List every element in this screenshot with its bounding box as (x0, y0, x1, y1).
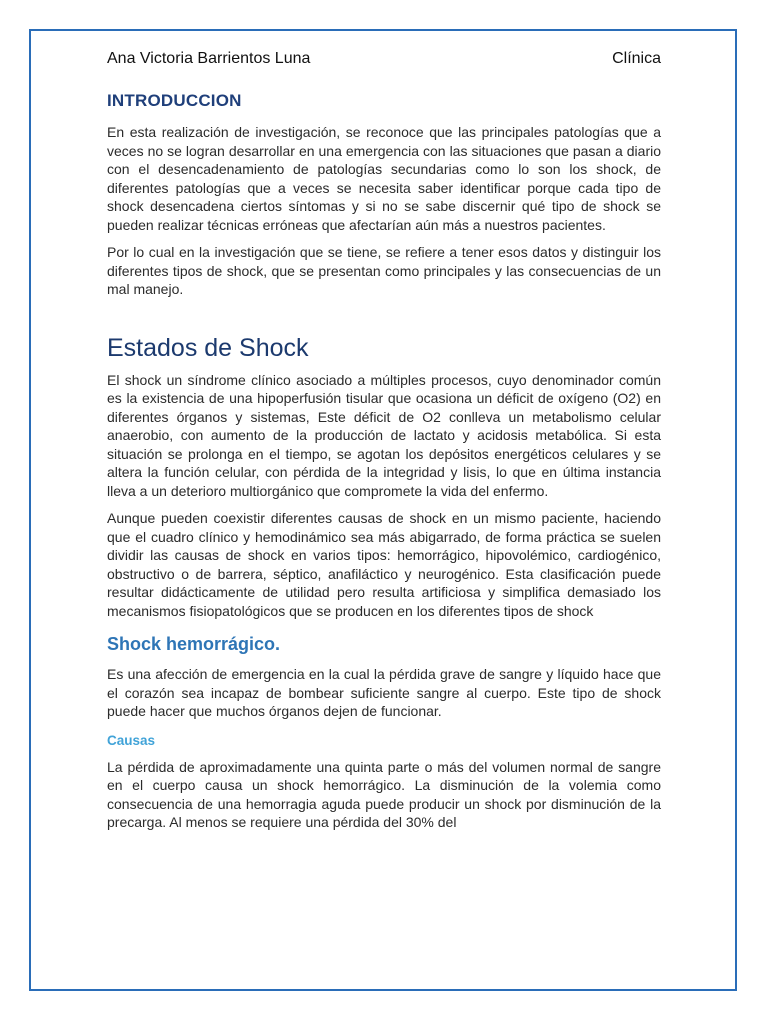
subject-label: Clínica (612, 50, 661, 67)
document-content (107, 47, 661, 841)
shock-paragraph-2: Aunque pueden coexistir diferentes causas de shock en un mismo paciente, haciendo que el cuadro clínico y hemodinámico sea más abigarrado, de forma práctica se suelen dividir las causas de shock en varios tipos: hemorrágico, hipovolémico, cardiogénico, obstructivo o de barrera, séptico, anafiláctico y neurogénico. Esta clasificación puede resultar didácticamente de utilidad pero resulta artificiosa y simplifica demasiado los mecanismos fisiopatológicos que se producen en los diferentes tipos de shock (107, 510, 661, 619)
document-header (107, 47, 661, 71)
causes-paragraph: La pérdida de aproximadamente una quinta parte o más del volumen normal de sangre en el cuerpo causa un shock hemorrágico. La disminución de la volemia como consecuencia de una hemorragia aguda puede producir un shock por disminución de la precarga. Al menos se requiere una pérdida del 30% del (107, 758, 661, 830)
intro-heading: INTRODUCCION (107, 91, 242, 110)
intro-paragraph-1: En esta realización de investigación, se reconoce que las principales patologías que a veces no se logran desarrollar en una emergencia con las situaciones que pasan a diario con el desencadenamiento de patologías secundarias como lo son los shock, de diferentes patologías que a veces se necesita saber identificar porque cada tipo de shock desencadena ciertos síntomas y si no se sabe discernir qué tipo de shock se pueden realizar técnicas erróneas que afectarían aún más a nuestros pacientes. (107, 124, 661, 233)
shock-heading: Estados de Shock (107, 333, 309, 362)
causes-heading: Causas (107, 732, 156, 748)
hemorrhagic-paragraph: Es una afección de emergencia en la cual la pérdida grave de sangre y líquido hace que el corazón sea incapaz de bombear suficiente sangre al cuerpo. Este tipo de shock puede hacer que muchos órganos dejen de funcionar. (107, 666, 661, 719)
intro-paragraph-2: Por lo cual en la investigación que se tiene, se refiere a tener esos datos y distinguir los diferentes tipos de shock, que se presentan como principales y las consecuencias de un mal manejo. (107, 244, 661, 297)
author-name: Ana Victoria Barrientos Luna (107, 50, 311, 67)
shock-paragraph-1: El shock un síndrome clínico asociado a múltiples procesos, cuyo denominador común es la existencia de una hipoperfusión tisular que ocasiona un déficit de oxígeno (O2) en diferentes órganos y sistemas, Este déficit de O2 conlleva un metabolismo celular anaerobio, con aumento de la producción de lactato y acidosis metabólica. Si esta situación se prolonga en el tiempo, se agotan los depósitos energéticos celulares y se altera la función celular, con pérdida de la integridad y lisis, lo que en última instancia lleva a un deterioro multiorgánico que compromete la vida del enfermo. (107, 371, 661, 499)
hemorrhagic-heading: Shock hemorrágico. (107, 634, 281, 654)
